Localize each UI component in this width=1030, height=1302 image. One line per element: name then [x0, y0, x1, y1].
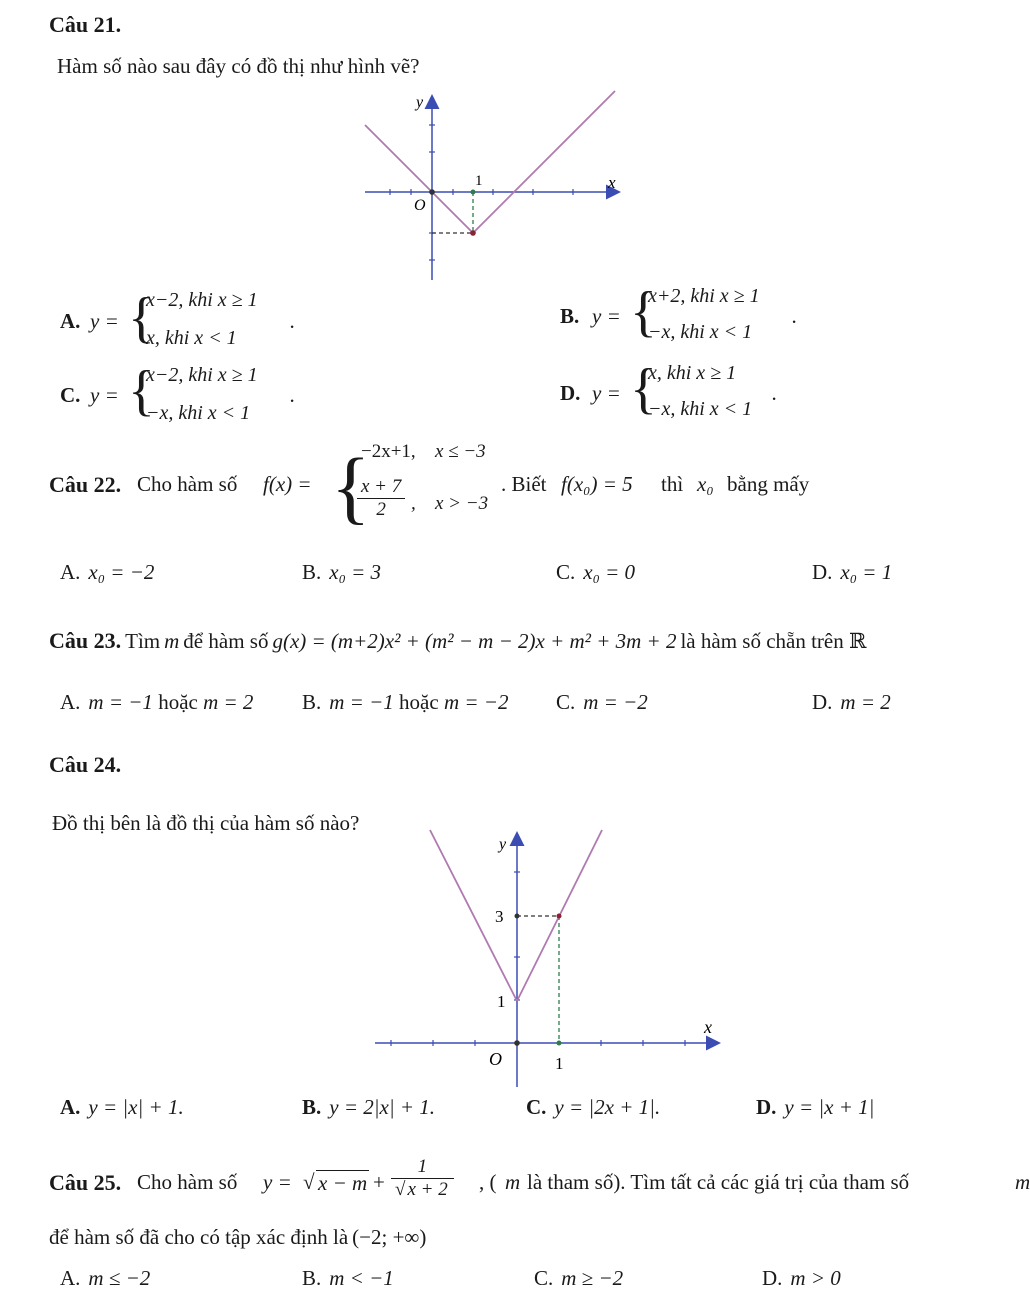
q22-tail-c: bằng mấy — [727, 472, 810, 496]
q23-text-a: Tìm — [125, 629, 161, 653]
q21-line-right — [473, 91, 615, 233]
q24-y3-point — [515, 914, 520, 919]
q23-text-c: là hàm số chẵn trên ℝ — [680, 629, 867, 653]
q23-var-m: m — [164, 629, 180, 653]
q21-option-c-label: C. — [60, 383, 81, 407]
q22-case2-num: x + 7 — [357, 476, 405, 499]
q24-option-d-label: D. — [756, 1095, 777, 1119]
q23-stem — [49, 628, 866, 654]
q23-option-a-v2: m = 2 — [203, 690, 254, 714]
q22-tail-var: x₀ — [697, 472, 714, 496]
q24-option-a-label: A. — [60, 1095, 81, 1119]
q21-option-a-lhs: y = — [90, 309, 119, 333]
q21-option-b-label: B. — [560, 304, 580, 328]
q23-expr: g(x) = (m+2)x² + (m² − m − 2)x + m² + 3m + 2 — [272, 629, 677, 653]
q25-line2-text: để hàm số đã cho có tập xác định là — [49, 1225, 349, 1249]
q24-x1-point — [557, 1041, 562, 1046]
q25-option-d-label: D. — [762, 1266, 783, 1290]
q23-option-b-or: hoặc — [399, 690, 439, 714]
q22-option-a-label: A. — [60, 560, 81, 584]
q21-option-b-case1: x+2, khi x ≥ 1 — [648, 285, 760, 307]
q22-intro: Cho hàm số — [137, 472, 238, 496]
q21-option-c-brace: { — [128, 360, 155, 422]
q22-option-c-value: x₀ = 0 — [583, 560, 636, 584]
q24-tick-y3: 3 — [495, 907, 504, 926]
q24-option-a[interactable] — [60, 1095, 184, 1120]
q24-option-c[interactable] — [526, 1095, 660, 1120]
q25-option-b[interactable] — [302, 1266, 394, 1291]
q23-option-a-v1: m = −1 — [88, 690, 153, 714]
q23-option-a-or: hoặc — [158, 690, 198, 714]
q23-option-b[interactable] — [302, 690, 508, 715]
q22-tail-expr: f(x₀) = 5 — [561, 472, 633, 496]
q21-option-a-brace: { — [128, 287, 155, 349]
q22-option-a-value: x₀ = −2 — [88, 560, 155, 584]
q21-question: Hàm số nào sau đây có đồ thị như hình vẽ? — [57, 54, 420, 78]
q25-tail-m: m — [505, 1170, 521, 1194]
q22-case1: −2x+1, — [361, 441, 416, 462]
q24-tick-y1: 1 — [497, 992, 506, 1011]
q25-option-c-label: C. — [534, 1266, 554, 1290]
q21-option-a-case2: x, khi x < 1 — [146, 327, 237, 349]
q24-title: Câu 24. — [49, 752, 122, 777]
q22-option-d-value: x₀ = 1 — [840, 560, 893, 584]
q21-title: Câu 21. — [49, 12, 122, 37]
q21-vertex-point — [470, 230, 476, 236]
q24-line-left — [430, 830, 517, 1001]
q25-intro: Cho hàm số — [137, 1170, 238, 1194]
q24-point-1-3 — [557, 914, 562, 919]
q22-brace: { — [331, 441, 371, 532]
q24-tick-x1: 1 — [555, 1054, 564, 1073]
q25-option-c[interactable] — [534, 1266, 623, 1291]
q23-option-d-label: D. — [812, 690, 833, 714]
q25-option-a[interactable] — [60, 1266, 150, 1291]
q25-plus: + — [373, 1170, 385, 1194]
q22-option-a[interactable] — [60, 560, 154, 585]
q25-y-eq: y = — [263, 1170, 292, 1194]
q22-tail-a: . Biết — [501, 472, 547, 496]
q22-fx: f(x) = — [263, 472, 312, 496]
q21-option-d-brace: { — [630, 358, 657, 420]
q23-option-b-v1: m = −1 — [329, 690, 394, 714]
q21-x-label: x — [608, 173, 616, 192]
q21-origin-label: O — [414, 197, 426, 214]
q25-tail-b: là tham số). Tìm tất cả các giá trị của tham số — [527, 1170, 910, 1194]
q25-sqrt2-symbol: √ — [395, 1179, 406, 1200]
q22-case2-cond: x > −3 — [435, 493, 489, 514]
q21-option-c-case2: −x, khi x < 1 — [146, 402, 251, 424]
q21-x1-point — [471, 190, 476, 195]
q21-option-d-end: . — [772, 381, 778, 405]
q25-option-a-label: A. — [60, 1266, 81, 1290]
q22-stem: Câu 22. Cho hàm số f(x) = { −2x+1, x ≤ −3 $\frac{x + 7}{2}$ , x > −3 . Biết f(x₀) = 5 thì x₀ bằng mấy — [49, 438, 1009, 538]
q21-origin-point — [429, 189, 435, 195]
q24-x-label: x — [704, 1017, 712, 1037]
q24-option-b-value: y = 2|x| + 1. — [329, 1095, 436, 1119]
q21-y-label: y — [416, 94, 424, 111]
q22-case2-fraction — [357, 476, 405, 521]
q25-frac-den: x + 2 — [407, 1179, 448, 1200]
q21-option-b-end: . — [792, 304, 798, 328]
q23-option-a[interactable] — [60, 690, 253, 715]
q21-option-d-case1: x, khi x ≥ 1 — [648, 362, 737, 384]
q25-title: Câu 25. — [49, 1170, 122, 1195]
q25-option-d[interactable] — [762, 1266, 841, 1291]
q23-title: Câu 23. — [49, 628, 122, 653]
q25-tail-m2: m — [1015, 1170, 1030, 1194]
q22-option-b[interactable] — [302, 560, 381, 585]
q24-graph — [370, 825, 730, 1093]
q22-case1-cond: x ≤ −3 — [435, 441, 486, 462]
q21-option-c-end: . — [290, 383, 296, 407]
q25-stem — [49, 1150, 1030, 1220]
q22-option-c-label: C. — [556, 560, 576, 584]
q24-option-c-label: C. — [526, 1095, 547, 1119]
q25-line2 — [49, 1225, 426, 1250]
q24-option-a-value: y = |x| + 1. — [88, 1095, 184, 1119]
q21-option-a-label: A. — [60, 309, 81, 333]
q22-option-c[interactable] — [556, 560, 635, 585]
q22-tail-b: thì — [661, 472, 684, 496]
q25-fraction — [391, 1156, 454, 1201]
q24-option-d-value: y = |x + 1| — [784, 1095, 875, 1119]
q22-option-d-label: D. — [812, 560, 833, 584]
q25-option-b-label: B. — [302, 1266, 322, 1290]
q21-option-b-brace: { — [630, 281, 657, 343]
q25-option-b-value: m < −1 — [329, 1266, 394, 1290]
q23-option-c-v1: m = −2 — [583, 690, 648, 714]
q24-origin-point — [514, 1040, 520, 1046]
q23-option-a-label: A. — [60, 690, 81, 714]
q21-option-a-end: . — [290, 309, 296, 333]
q24-option-b-label: B. — [302, 1095, 322, 1119]
q22-option-d[interactable] — [812, 560, 892, 585]
q25-sqrt1-symbol: √ — [303, 1170, 315, 1194]
q24-question: Đồ thị bên là đồ thị của hàm số nào? — [52, 811, 360, 835]
q21-option-b-case2: −x, khi x < 1 — [648, 321, 753, 343]
q21-option-c-case1: x−2, khi x ≥ 1 — [146, 364, 258, 386]
q23-option-b-label: B. — [302, 690, 322, 714]
q21-option-d-lhs: y = — [592, 381, 621, 405]
q21-option-b-lhs: y = — [592, 304, 621, 328]
q25-frac-num: 1 — [391, 1156, 454, 1179]
q21-option-d-label: D. — [560, 381, 581, 405]
q22-title: Câu 22. — [49, 472, 122, 497]
q21-graph — [340, 85, 630, 285]
q25-option-d-value: m > 0 — [790, 1266, 841, 1290]
q21-option-a-case1: x−2, khi x ≥ 1 — [146, 289, 258, 311]
q23-text-b: để hàm số — [183, 629, 269, 653]
q22-option-b-label: B. — [302, 560, 322, 584]
q21-option-d-case2: −x, khi x < 1 — [648, 398, 753, 420]
q22-option-b-value: x₀ = 3 — [329, 560, 382, 584]
q23-option-b-v2: m = −2 — [443, 690, 509, 714]
q21-line-left — [365, 125, 473, 233]
q25-tail-a: , ( — [479, 1170, 497, 1194]
q23-option-d[interactable] — [812, 690, 891, 715]
q24-y-label: y — [499, 836, 507, 853]
q21-tick-label: 1 — [475, 173, 483, 189]
q25-domain: (−2; +∞) — [352, 1225, 427, 1249]
q23-option-d-v1: m = 2 — [840, 690, 891, 714]
q25-option-c-value: m ≥ −2 — [561, 1266, 624, 1290]
q24-option-d[interactable] — [756, 1095, 874, 1120]
q24-option-c-value: y = |2x + 1|. — [554, 1095, 661, 1119]
q23-option-c[interactable] — [556, 690, 648, 715]
q25-option-a-value: m ≤ −2 — [88, 1266, 151, 1290]
q24-option-b[interactable] — [302, 1095, 435, 1120]
q25-sqrt1: x − m — [318, 1171, 368, 1195]
q23-option-c-label: C. — [556, 690, 576, 714]
q21-option-c-lhs: y = — [90, 383, 119, 407]
q22-case2-den: 2 — [376, 499, 386, 520]
q24-origin-label: O — [489, 1049, 502, 1069]
